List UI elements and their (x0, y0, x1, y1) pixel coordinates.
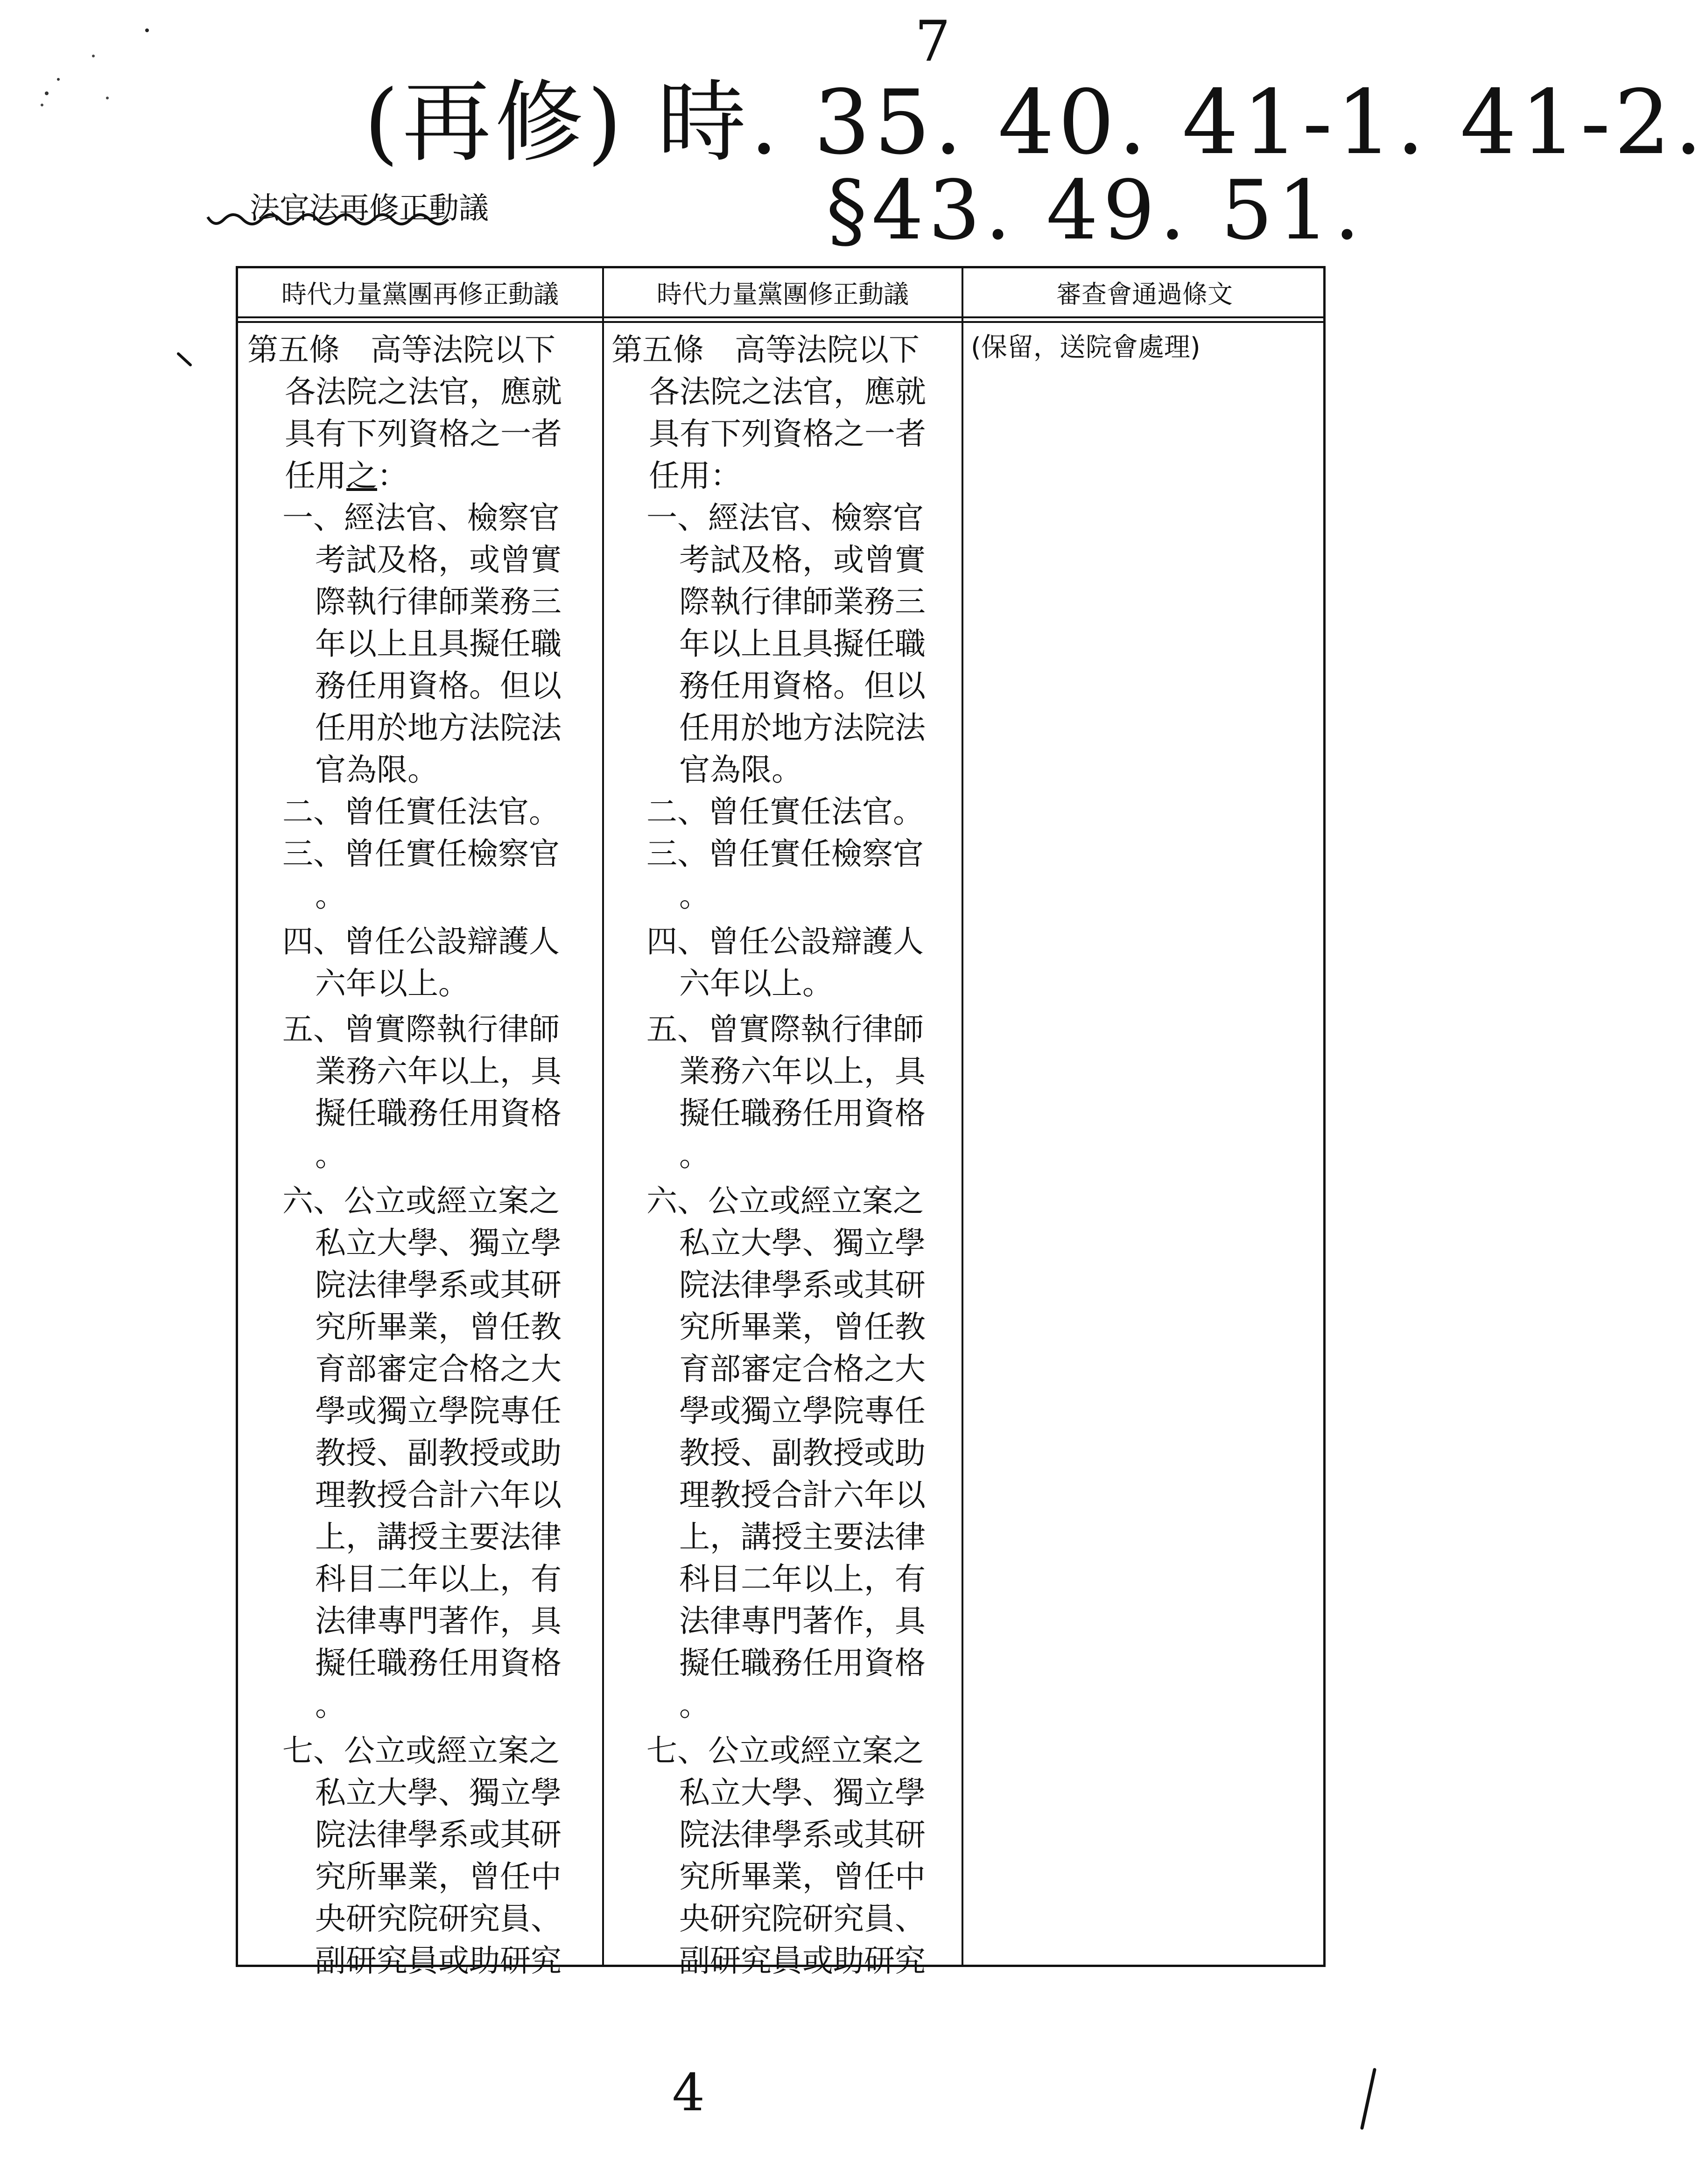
qualification-item (611, 1180, 959, 1726)
qualification-line: 究所畢業，曾任中 (315, 1859, 562, 1895)
qualification-item (611, 791, 959, 833)
qualification-line: 育部審定合格之大 (679, 1351, 926, 1387)
qualification-line: 三、曾任實任檢察官 (282, 836, 560, 872)
qualification-line: 究所畢業，曾任教 (315, 1309, 562, 1345)
handwritten-line-1 (364, 51, 1706, 179)
qualification-line: 院法律學系或其研 (679, 1267, 926, 1303)
qualification-line: 。 (315, 1137, 346, 1173)
article-line: 各法院之法官，應就 (285, 374, 562, 410)
qualification-line: 擬任職務任用資格 (679, 1095, 926, 1131)
qualification-line: 際執行律師業務三 (679, 584, 926, 620)
qualification-item (611, 921, 959, 1005)
qualification-line: 副研究員或助研究 (679, 1943, 926, 1979)
qualification-line: 。 (315, 878, 346, 914)
qualification-line: 六、公立或經立案之 (646, 1183, 924, 1219)
handwritten-text-1: (再修) 時. 35. 40. 41-1. 41-2. (364, 71, 1706, 174)
qualification-item (611, 833, 959, 917)
qualification-line: 究所畢業，曾任教 (679, 1309, 926, 1345)
qualification-item (247, 921, 595, 1005)
qualification-line: 七、公立或經立案之 (646, 1733, 924, 1769)
qualification-line: 任用於地方法院法 (315, 710, 562, 746)
qualification-line: 院法律學系或其研 (315, 1817, 562, 1853)
qualification-line: 年以上且具擬任職 (315, 626, 562, 662)
header-divider (238, 321, 1323, 323)
qualification-line: 任用於地方法院法 (679, 710, 926, 746)
qualification-item (247, 1008, 595, 1176)
qualification-line: 科目二年以上，有 (315, 1561, 562, 1597)
page-number: 4 (672, 2063, 705, 2122)
qualification-line: 四、曾任公設辯護人 (282, 924, 560, 959)
qualification-list (247, 497, 595, 1982)
qualification-line: 院法律學系或其研 (679, 1817, 926, 1853)
qualification-line: 私立大學、獨立學 (679, 1225, 926, 1261)
article-line: 任用： (649, 458, 741, 494)
qualification-line: 二、曾任實任法官。 (282, 794, 560, 830)
article-line: 各法院之法官，應就 (649, 374, 926, 410)
qualification-line: 上，講授主要法律 (315, 1519, 562, 1555)
qualification-line: 六年以上。 (315, 966, 469, 1001)
column-motion (611, 329, 959, 1982)
qualification-line: 考試及格，或曾實 (315, 542, 562, 578)
qualification-line: 五、曾實際執行律師 (646, 1011, 924, 1047)
column-header-motion: 時代力量黨團修正動議 (657, 280, 909, 309)
qualification-line: 院法律學系或其研 (315, 1267, 562, 1303)
qualification-item (247, 791, 595, 833)
qualification-line: 擬任職務任用資格 (315, 1645, 562, 1681)
qualification-line: 六年以上。 (679, 966, 833, 1001)
qualification-item (611, 1008, 959, 1176)
qualification-line: 官為限。 (679, 752, 802, 788)
qualification-line: 法律專門著作，具 (315, 1603, 562, 1639)
qualification-line: 央研究院研究員、 (315, 1901, 562, 1937)
title-wavy-underline (205, 208, 467, 236)
qualification-list (611, 497, 959, 1982)
article-heading: 第五條 高等法院以下 (247, 332, 555, 368)
header-divider (238, 316, 1323, 318)
qualification-line: 私立大學、獨立學 (679, 1775, 926, 1811)
handwritten-correction: 7 (915, 9, 951, 74)
comparison-table (236, 266, 1326, 1979)
qualification-line: 業務六年以上，具 (315, 1053, 562, 1089)
column-divider (602, 268, 604, 1965)
qualification-item (247, 1180, 595, 1726)
qualification-line: 際執行律師業務三 (315, 584, 562, 620)
qualification-line: 。 (679, 1687, 710, 1723)
column-committee-text (971, 331, 1316, 364)
qualification-line: 擬任職務任用資格 (315, 1095, 562, 1131)
margin-slash-mark (1354, 2067, 1382, 2133)
qualification-item (611, 1730, 959, 1982)
handwritten-text-2: §43. 49. 51. (826, 163, 1365, 258)
qualification-item (611, 497, 959, 791)
qualification-line: 法律專門著作，具 (679, 1603, 926, 1639)
qualification-line: 央研究院研究員、 (679, 1901, 926, 1937)
qualification-line: 務任用資格。但以 (315, 668, 562, 704)
column-header-revised-motion: 時代力量黨團再修正動議 (281, 280, 559, 309)
qualification-line: 育部審定合格之大 (315, 1351, 562, 1387)
qualification-item (247, 1730, 595, 1982)
qualification-item (247, 497, 595, 791)
qualification-line: 年以上且具擬任職 (679, 626, 926, 662)
qualification-line: 。 (679, 878, 710, 914)
scan-specks (37, 28, 149, 121)
qualification-line: 。 (315, 1687, 346, 1723)
qualification-line: 六、公立或經立案之 (282, 1183, 560, 1219)
qualification-line: 三、曾任實任檢察官 (646, 836, 924, 872)
qualification-line: 五、曾實際執行律師 (282, 1011, 560, 1047)
article-line: 任用之： (285, 458, 408, 494)
qualification-line: 理教授合計六年以 (679, 1477, 926, 1513)
qualification-line: 四、曾任公設辯護人 (646, 924, 924, 959)
qualification-line: 上，講授主要法律 (679, 1519, 926, 1555)
qualification-item (247, 833, 595, 917)
qualification-line: 一、經法官、檢察官 (282, 500, 560, 536)
qualification-line: 七、公立或經立案之 (282, 1733, 560, 1769)
qualification-line: 私立大學、獨立學 (315, 1775, 562, 1811)
article-heading: 第五條 高等法院以下 (611, 332, 920, 368)
column-revised-motion (247, 329, 595, 1982)
qualification-line: 私立大學、獨立學 (315, 1225, 562, 1261)
qualification-line: 副研究員或助研究 (315, 1943, 562, 1979)
qualification-line: 一、經法官、檢察官 (646, 500, 924, 536)
qualification-line: 擬任職務任用資格 (679, 1645, 926, 1681)
qualification-line: 二、曾任實任法官。 (646, 794, 924, 830)
qualification-line: 學或獨立學院專任 (315, 1393, 562, 1429)
qualification-line: 。 (679, 1137, 710, 1173)
qualification-line: 考試及格，或曾實 (679, 542, 926, 578)
qualification-line: 教授、副教授或助 (315, 1435, 562, 1471)
column-divider (962, 268, 963, 1965)
qualification-line: 官為限。 (315, 752, 438, 788)
document-title: 法官法再修正動議 (250, 191, 489, 226)
article-line: 具有下列資格之一者 (649, 416, 926, 452)
qualification-line: 教授、副教授或助 (679, 1435, 926, 1471)
qualification-line: 科目二年以上，有 (679, 1561, 926, 1597)
article-line: 具有下列資格之一者 (285, 416, 562, 452)
qualification-line: 學或獨立學院專任 (679, 1393, 926, 1429)
margin-tick-mark (176, 351, 195, 370)
column-header-committee-text: 審查會通過條文 (1056, 280, 1233, 309)
underlined-insertion: 之 (346, 458, 377, 494)
committee-note: (保留，送院會處理) (971, 332, 1201, 363)
qualification-line: 理教授合計六年以 (315, 1477, 562, 1513)
qualification-line: 務任用資格。但以 (679, 668, 926, 704)
qualification-line: 究所畢業，曾任中 (679, 1859, 926, 1895)
handwritten-line-2 (826, 163, 1365, 258)
qualification-line: 業務六年以上，具 (679, 1053, 926, 1089)
